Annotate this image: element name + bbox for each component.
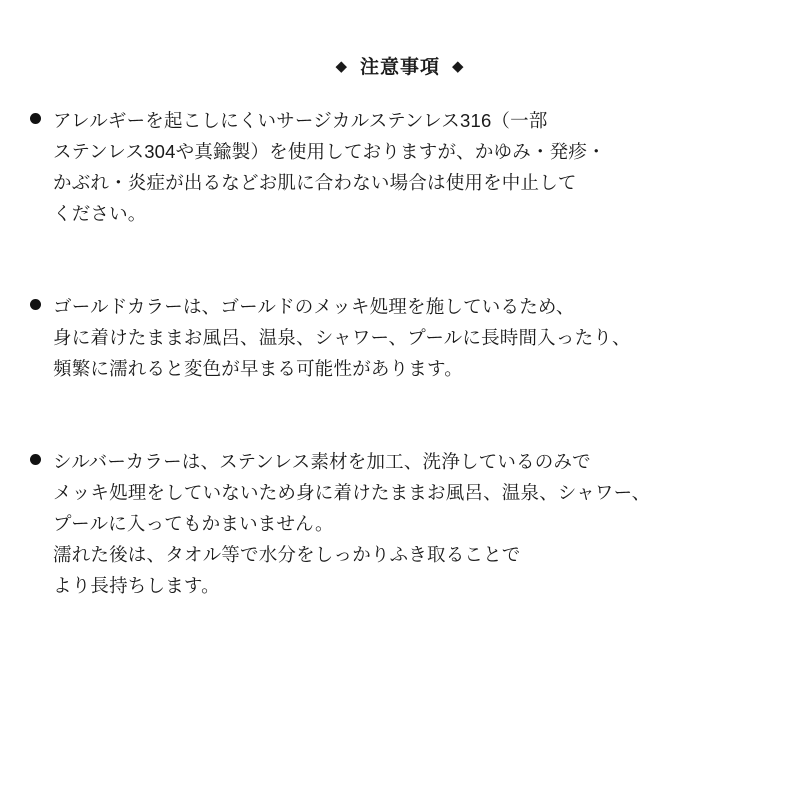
- notice-line: メッキ処理をしていないため身に着けたままお風呂、温泉、シャワー、: [53, 482, 651, 503]
- notice-text-allergy: [53, 105, 770, 229]
- page-title: [0, 52, 800, 79]
- list-item: [30, 105, 770, 229]
- bullet-icon: [30, 454, 41, 465]
- notice-line: かぶれ・炎症が出るなどお肌に合わない場合は使用を中止して: [53, 172, 577, 193]
- bullet-icon: [30, 299, 41, 310]
- notice-line: 濡れた後は、タオル等で水分をしっかりふき取ることで: [53, 544, 521, 565]
- list-item: [30, 446, 770, 601]
- notice-text-gold-color: [53, 291, 770, 384]
- diamond-ornament-left-icon: ◆: [335, 58, 348, 75]
- notice-line: アレルギーを起こしにくいサージカルステンレス316（一部: [53, 110, 548, 131]
- list-item: [30, 291, 770, 384]
- notice-line: シルバーカラーは、ステンレス素材を加工、洗浄しているのみで: [53, 451, 591, 472]
- bullet-icon: [30, 113, 41, 124]
- notice-line: ゴールドカラーは、ゴールドのメッキ処理を施しているため、: [53, 296, 575, 317]
- notice-list: [30, 105, 770, 647]
- notice-line: 身に着けたままお風呂、温泉、シャワー、プールに長時間入ったり、: [53, 327, 631, 348]
- page-title-text: 注意事項: [359, 57, 440, 78]
- notice-line: より長持ちします。: [53, 575, 220, 596]
- notice-line: 頻繁に濡れると変色が早まる可能性があります。: [53, 358, 463, 379]
- notice-text-silver-color: [53, 446, 770, 601]
- diamond-ornament-right-icon: ◆: [452, 58, 465, 75]
- notice-line: ください。: [53, 203, 147, 224]
- notice-line: ステンレス304や真鍮製）を使用しておりますが、かゆみ・発疹・: [53, 141, 606, 162]
- notice-line: プールに入ってもかまいません。: [53, 513, 334, 534]
